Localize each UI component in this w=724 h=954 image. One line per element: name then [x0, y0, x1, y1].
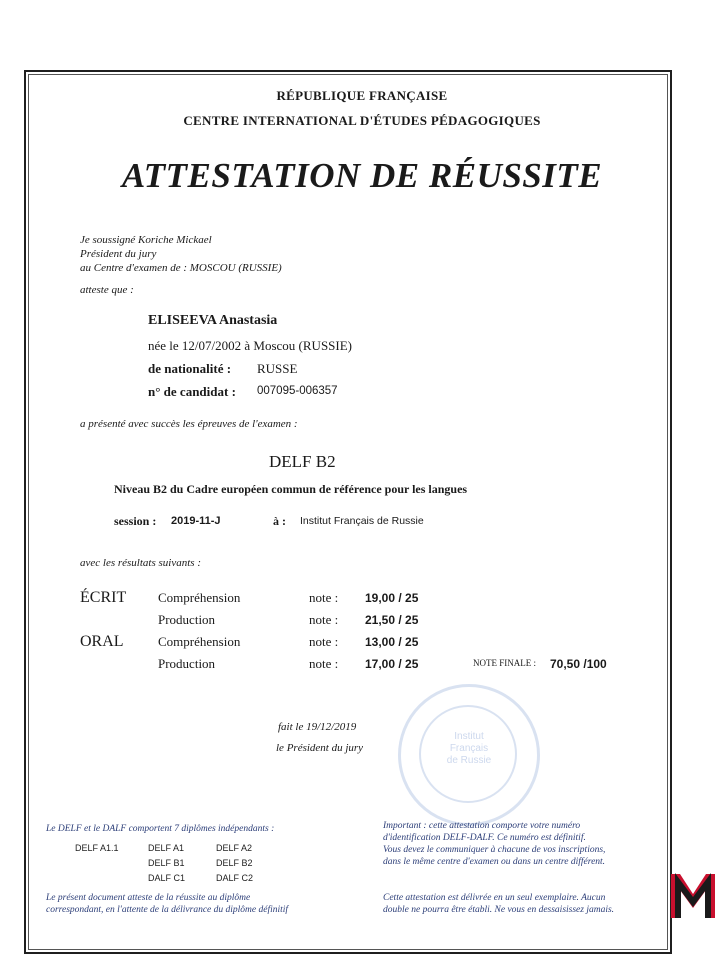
stamp-text — [401, 731, 537, 767]
diploma-item: DELF B1 — [148, 858, 185, 868]
exam-name: DELF B2 — [269, 452, 336, 471]
footer-present-doc-1: Le présent document atteste de la réussite au diplôme — [46, 893, 251, 903]
stamp-line-1: Institut — [454, 731, 484, 742]
signature-president: le Président du jury — [276, 742, 364, 754]
nationality-label: de nationalité : — [148, 361, 232, 376]
m-logo-black-shape — [678, 882, 708, 918]
diploma-item: DELF A1.1 — [75, 843, 119, 853]
nationality-value: RUSSE — [257, 361, 298, 376]
diploma-item: DALF C1 — [148, 873, 186, 883]
footer-delivered-2: double ne pourra être établi. Ne vous en dessaisissez jamais. — [383, 905, 615, 915]
note-label: note : — [309, 656, 339, 671]
skill-oral-comprehension: Compréhension — [158, 634, 241, 649]
session-label: session : — [114, 514, 157, 528]
diploma-item: DELF B2 — [216, 858, 253, 868]
score-oral-comprehension: 13,00 / 25 — [365, 635, 419, 649]
diploma-item: DALF C2 — [216, 873, 254, 883]
header-centre: CENTRE INTERNATIONAL D'ÉTUDES PÉDAGOGIQUES — [183, 113, 541, 128]
candidate-number: 007095-006357 — [257, 385, 338, 397]
footer-diplomas-intro: Le DELF et le DALF comportent 7 diplômes indépendants : — [46, 824, 275, 834]
institute-stamp — [398, 684, 540, 826]
signatory-line-1: Je soussigné Koriche Mickael — [80, 234, 212, 246]
footer-important-4: dans le même centre d'examen ou dans un centre différent. — [383, 857, 606, 867]
note-label: note : — [309, 612, 339, 627]
note-label: note : — [309, 634, 339, 649]
exam-level: Niveau B2 du Cadre européen commun de référence pour les langues — [114, 482, 468, 496]
candidate-number-label: n° de candidat : — [148, 384, 236, 399]
score-written-comprehension: 19,00 / 25 — [365, 591, 419, 605]
footer-important-3: Vous devez le communiquer à chacune de vos inscriptions, — [383, 845, 606, 855]
oral-label: ORAL — [80, 633, 124, 650]
score-oral-production: 17,00 / 25 — [365, 657, 419, 671]
document-title: ATTESTATION DE RÉUSSITE — [121, 156, 603, 195]
signatory-line-2: Président du jury — [80, 248, 157, 260]
candidate-birth: née le 12/07/2002 à Moscou (RUSSIE) — [148, 338, 353, 353]
signatory-line-3: au Centre d'examen de : MOSCOU (RUSSIE) — [80, 262, 282, 274]
atteste-que: atteste que : — [80, 284, 134, 296]
final-score: 70,50 /100 — [550, 657, 607, 671]
note-label: note : — [309, 590, 339, 605]
score-written-production: 21,50 / 25 — [365, 613, 419, 627]
candidate-name: ELISEEVA Anastasia — [148, 313, 278, 328]
presented-text: a présenté avec succès les épreuves de l'examen : — [80, 418, 298, 430]
final-score-label: NOTE FINALE : — [473, 658, 536, 668]
footer-important-1: Important : cette attestation comporte votre numéro — [383, 821, 581, 831]
skill-written-comprehension: Compréhension — [158, 590, 241, 605]
signature-date: fait le 19/12/2019 — [278, 721, 357, 733]
skill-oral-production: Production — [158, 656, 216, 671]
results-intro: avec les résultats suivants : — [80, 557, 201, 569]
written-label: ÉCRIT — [80, 589, 127, 606]
session-value: 2019-11-J — [171, 515, 221, 527]
skill-written-production: Production — [158, 612, 216, 627]
footer-delivered-1: Cette attestation est délivrée en un seul exemplaire. Aucun — [383, 893, 606, 903]
institute-value: Institut Français de Russie — [300, 515, 424, 527]
diploma-item: DELF A1 — [148, 843, 185, 853]
stamp-line-2: Français — [449, 743, 489, 754]
m-logo — [668, 868, 718, 920]
footer-important-2: d'identification DELF-DALF. Ce numéro est définitif. — [383, 833, 586, 843]
diploma-item: DELF A2 — [216, 843, 253, 853]
footer-present-doc-2: correspondant, en l'attente de la délivrance du diplôme définitif — [46, 905, 289, 915]
institute-label: à : — [273, 514, 286, 528]
header-republic: RÉPUBLIQUE FRANÇAISE — [276, 88, 448, 103]
stamp-line-3: de Russie — [446, 755, 492, 766]
